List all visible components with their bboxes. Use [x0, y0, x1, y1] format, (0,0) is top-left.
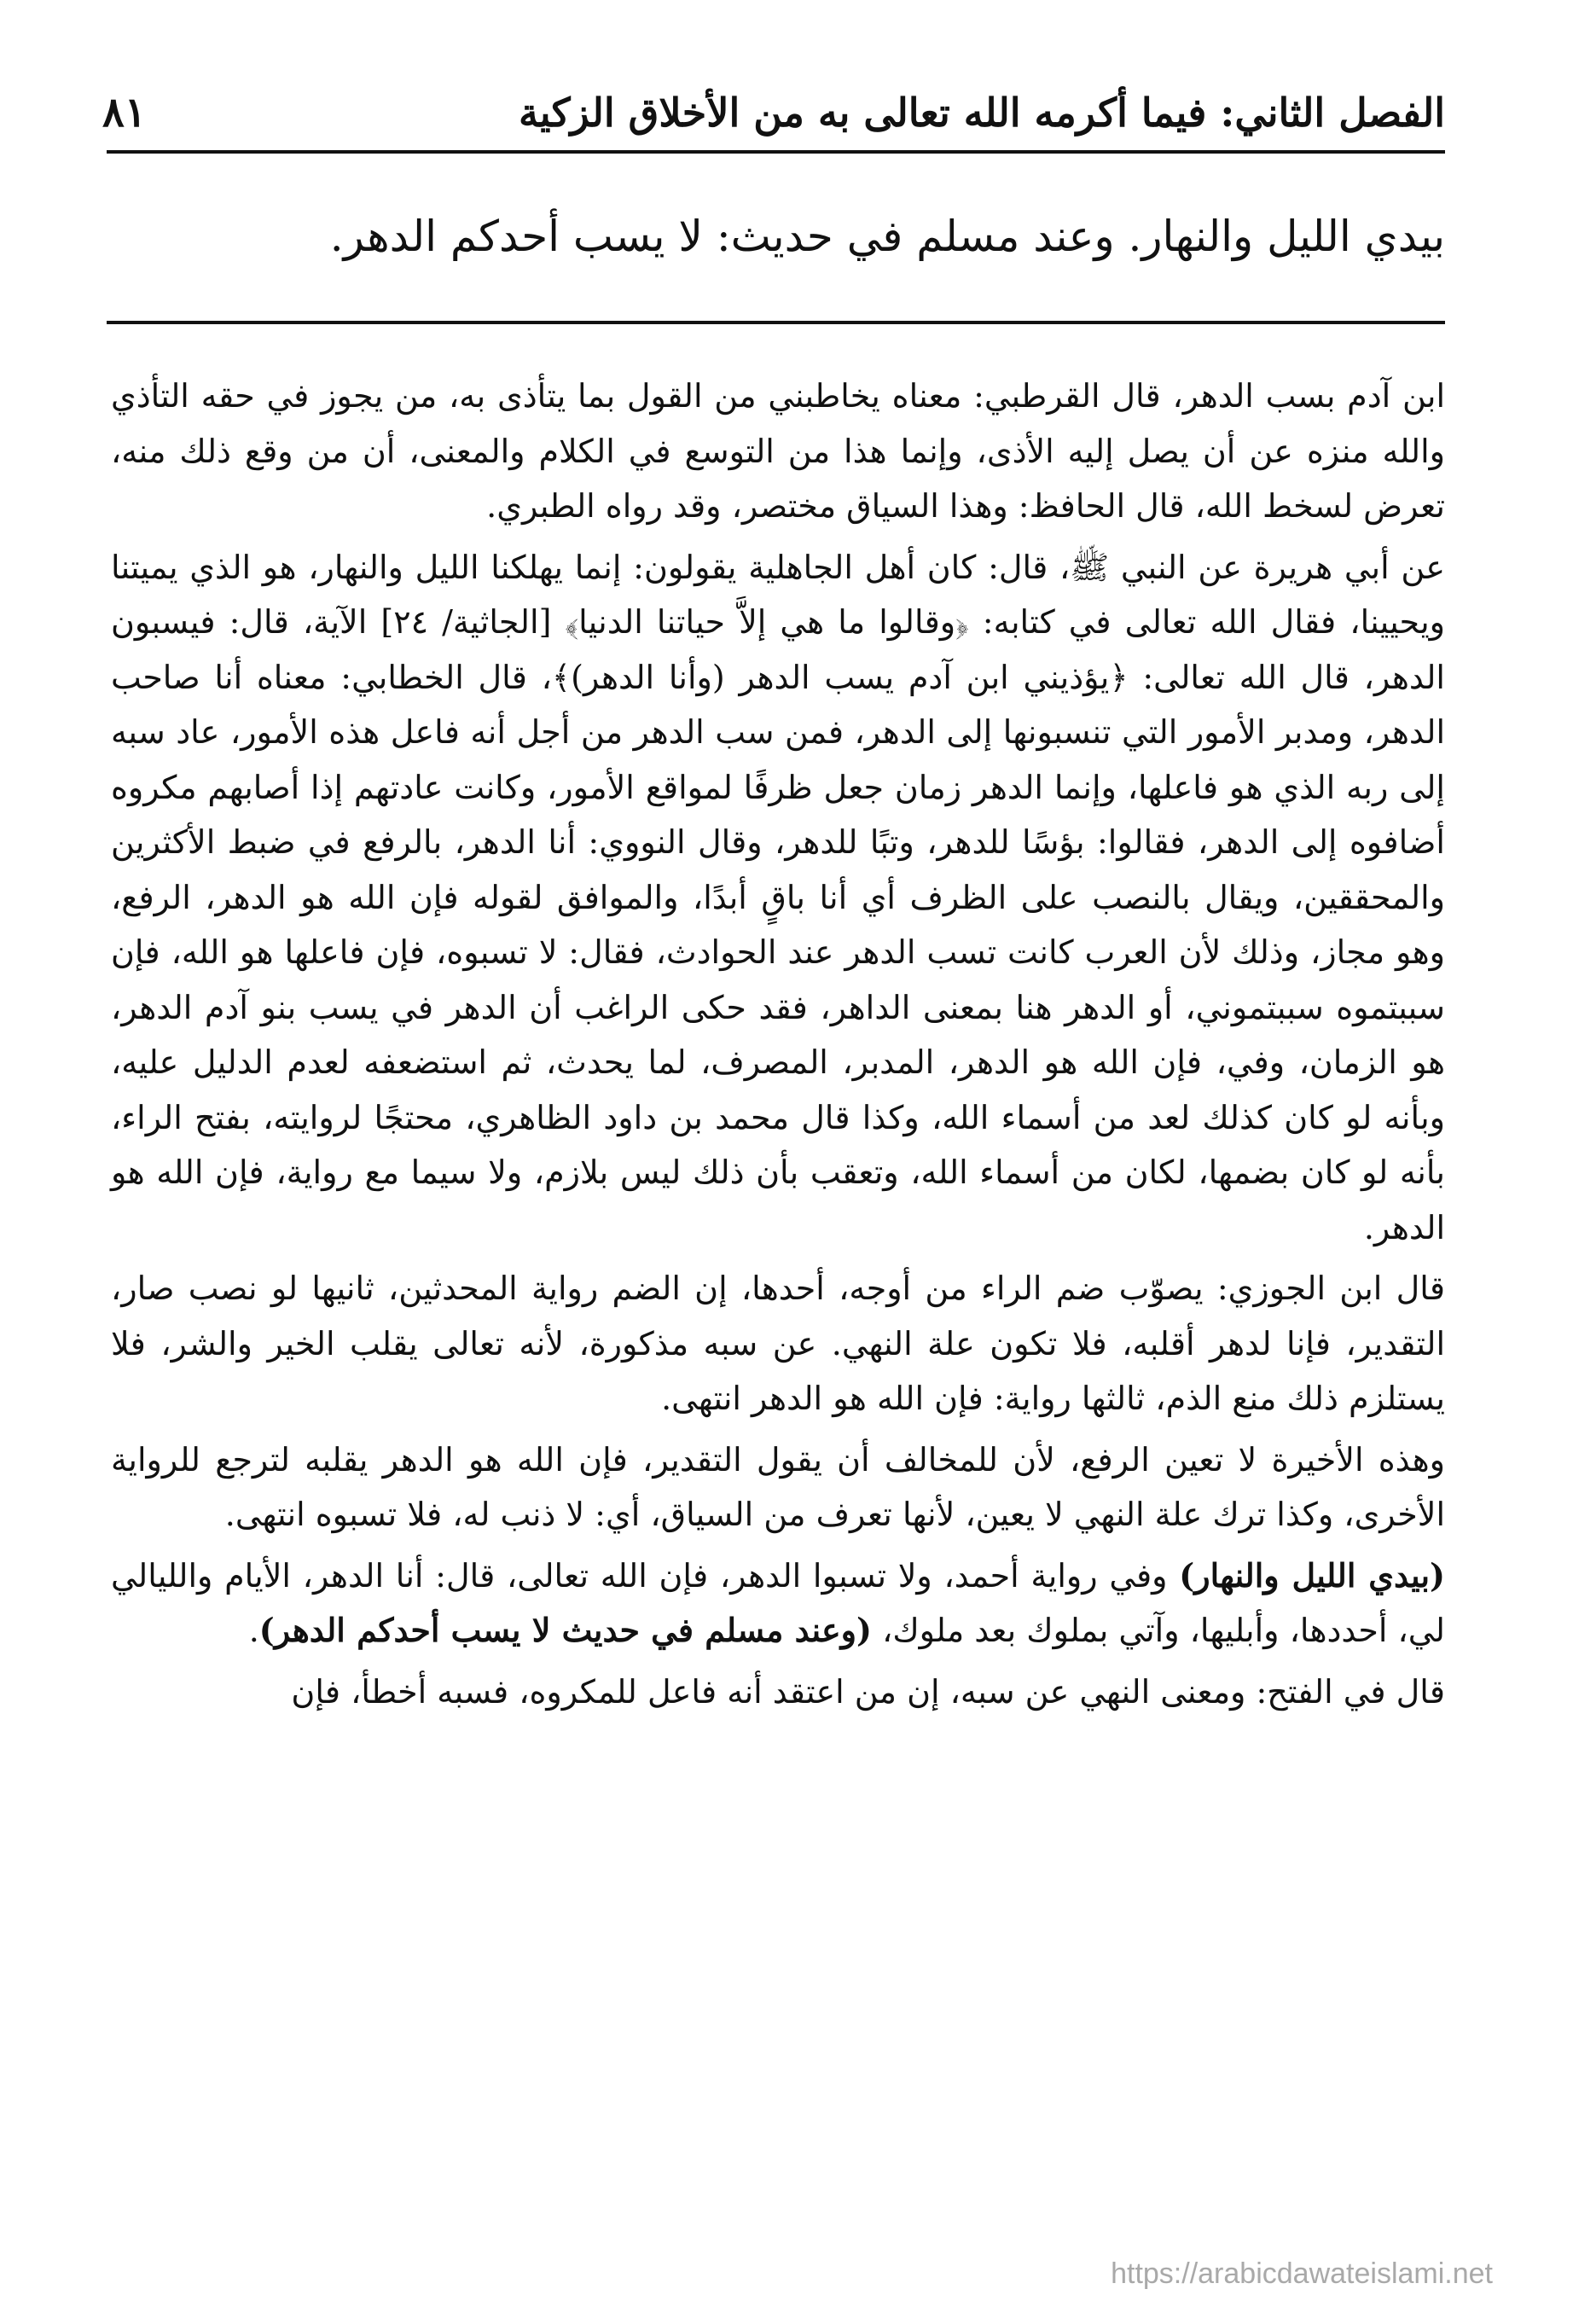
running-header: [102, 78, 1445, 147]
chapter-title: الفصل الثاني: فيما أكرمه الله تعالى به من الأخلاق الزكية: [519, 90, 1445, 136]
paragraph-text: وفي رواية أحمد، ولا تسبوا الدهر، فإن الله تعالى، قال: أنا الدهر، الأيام والليالي لي، أحددها، وأبليها، وآتي بملوك بعد ملوك،: [111, 1556, 1445, 1649]
commentary-paragraph-2: عن أبي هريرة عن النبي ﷺ، قال: كان أهل الجاهلية يقولون: إنما يهلكنا الليل والنهار، هو الذي يميتنا ويحيينا، فقال الله تعالى في كتابه: ﴿وقالوا ما هي إلاَّ حياتنا الدنيا﴾ [الجاثية/ ٢٤] الآية، قال: فيسبون الدهر، قال الله تعالى: ﴿يؤذيني ابن آدم يسب الدهر (وأنا الدهر)﴾، قال الخطابي: معناه أنا صاحب الدهر، ومدبر الأمور التي تنسبونها إلى الدهر، فمن سب الدهر من أجل أنه فاعل هذه الأمور، عاد سبه إلى ربه الذي هو فاعلها، وإنما الدهر زمان جعل ظرفًا لمواقع الأمور، وكانت عادتهم إذا أصابهم مكروه أضافوه إلى الدهر، فقالوا: بؤسًا للدهر، وتبًا للدهر، وقال النووي: أنا الدهر، بالرفع في ضبط الأكثرين والمحققين، ويقال بالنصب على الظرف أي أنا باقٍ أبدًا، والموافق لقوله فإن الله هو الدهر، الرفع، وهو مجاز، وذلك لأن العرب كانت تسب الدهر عند الحوادث، فقال: لا تسبوه، فإن فاعلها هو الله، فإن سببتموه سببتموني، أو الدهر هنا بمعنى الداهر، فقد حكى الراغب أن الدهر في يسب بنو آدم الدهر، هو الزمان، وفي، فإن الله هو الدهر، المدبر، المصرف، لما يحدث، ثم استضعفه لعدم الدليل عليه، وبأنه لو كان كذلك لعد من أسماء الله، وكذا قال محمد بن داود الظاهري، محتجًا لروايته، بفتح الراء، بأنه لو كان بضمها، لكان من أسماء الله، وتعقب بأن ذلك ليس بلازم، ولا سيما مع رواية، فإن الله هو الدهر.: [111, 548, 1445, 1246]
commentary-paragraph-1: ابن آدم بسب الدهر، قال القرطبي: معناه يخاطبني من القول بما يتأذى به، من يجوز في حقه التأذي والله منزه عن أن يصل إليه الأذى، وإنما هذا من التوسع في الكلام والمعنى، أن من وقع ذلك منه، تعرض لسخط الله، قال الحافظ: وهذا السياق مختصر، وقد رواه الطبري.: [111, 377, 1445, 525]
main-text-rule: [107, 321, 1445, 324]
paragraph-text: .: [248, 1612, 259, 1649]
commentary: [111, 369, 1445, 1725]
commentary-paragraph-6: قال في الفتح: ومعنى النهي عن سبه، إن من اعتقد أنه فاعل للمكروه، فسبه أخطأ، فإن: [291, 1672, 1445, 1711]
quoted-phrase: (بيدي الليل والنهار): [1179, 1555, 1445, 1595]
header-rule: [107, 150, 1445, 154]
commentary-paragraph-5: [111, 1548, 1445, 1659]
main-text: بيدي الليل والنهار. وعند مسلم في حديث: لا يسب أحدكم الدهر.: [329, 212, 1445, 261]
watermark-url: https://arabicdawateislami.net: [1111, 2257, 1493, 2290]
page-number: ٨١: [102, 89, 147, 137]
commentary-paragraph-4: وهذه الأخيرة لا تعين الرفع، لأن للمخالف أن يقول التقدير، فإن الله هو الدهر يقلبه لترجع للرواية الأخرى، وكذا ترك علة النهي لا يعين، لأنها تعرف من السياق، أي: لا ذنب له، فلا تسبوه انتهى.: [111, 1440, 1445, 1533]
commentary-paragraph-3: قال ابن الجوزي: يصوّب ضم الراء من أوجه، أحدها، إن الضم رواية المحدثين، ثانيها لو نصب صار، التقدير، فإنا لدهر أقلبه، فلا تكون علة النهي. عن سبه مذكورة، لأنه تعالى يقلب الخير والشر، فلا يستلزم ذلك منع الذم، ثالثها رواية: فإن الله هو الدهر انتهى.: [111, 1269, 1445, 1417]
quoted-phrase: (وعند مسلم في حديث لا يسب أحدكم الدهر): [258, 1611, 872, 1649]
